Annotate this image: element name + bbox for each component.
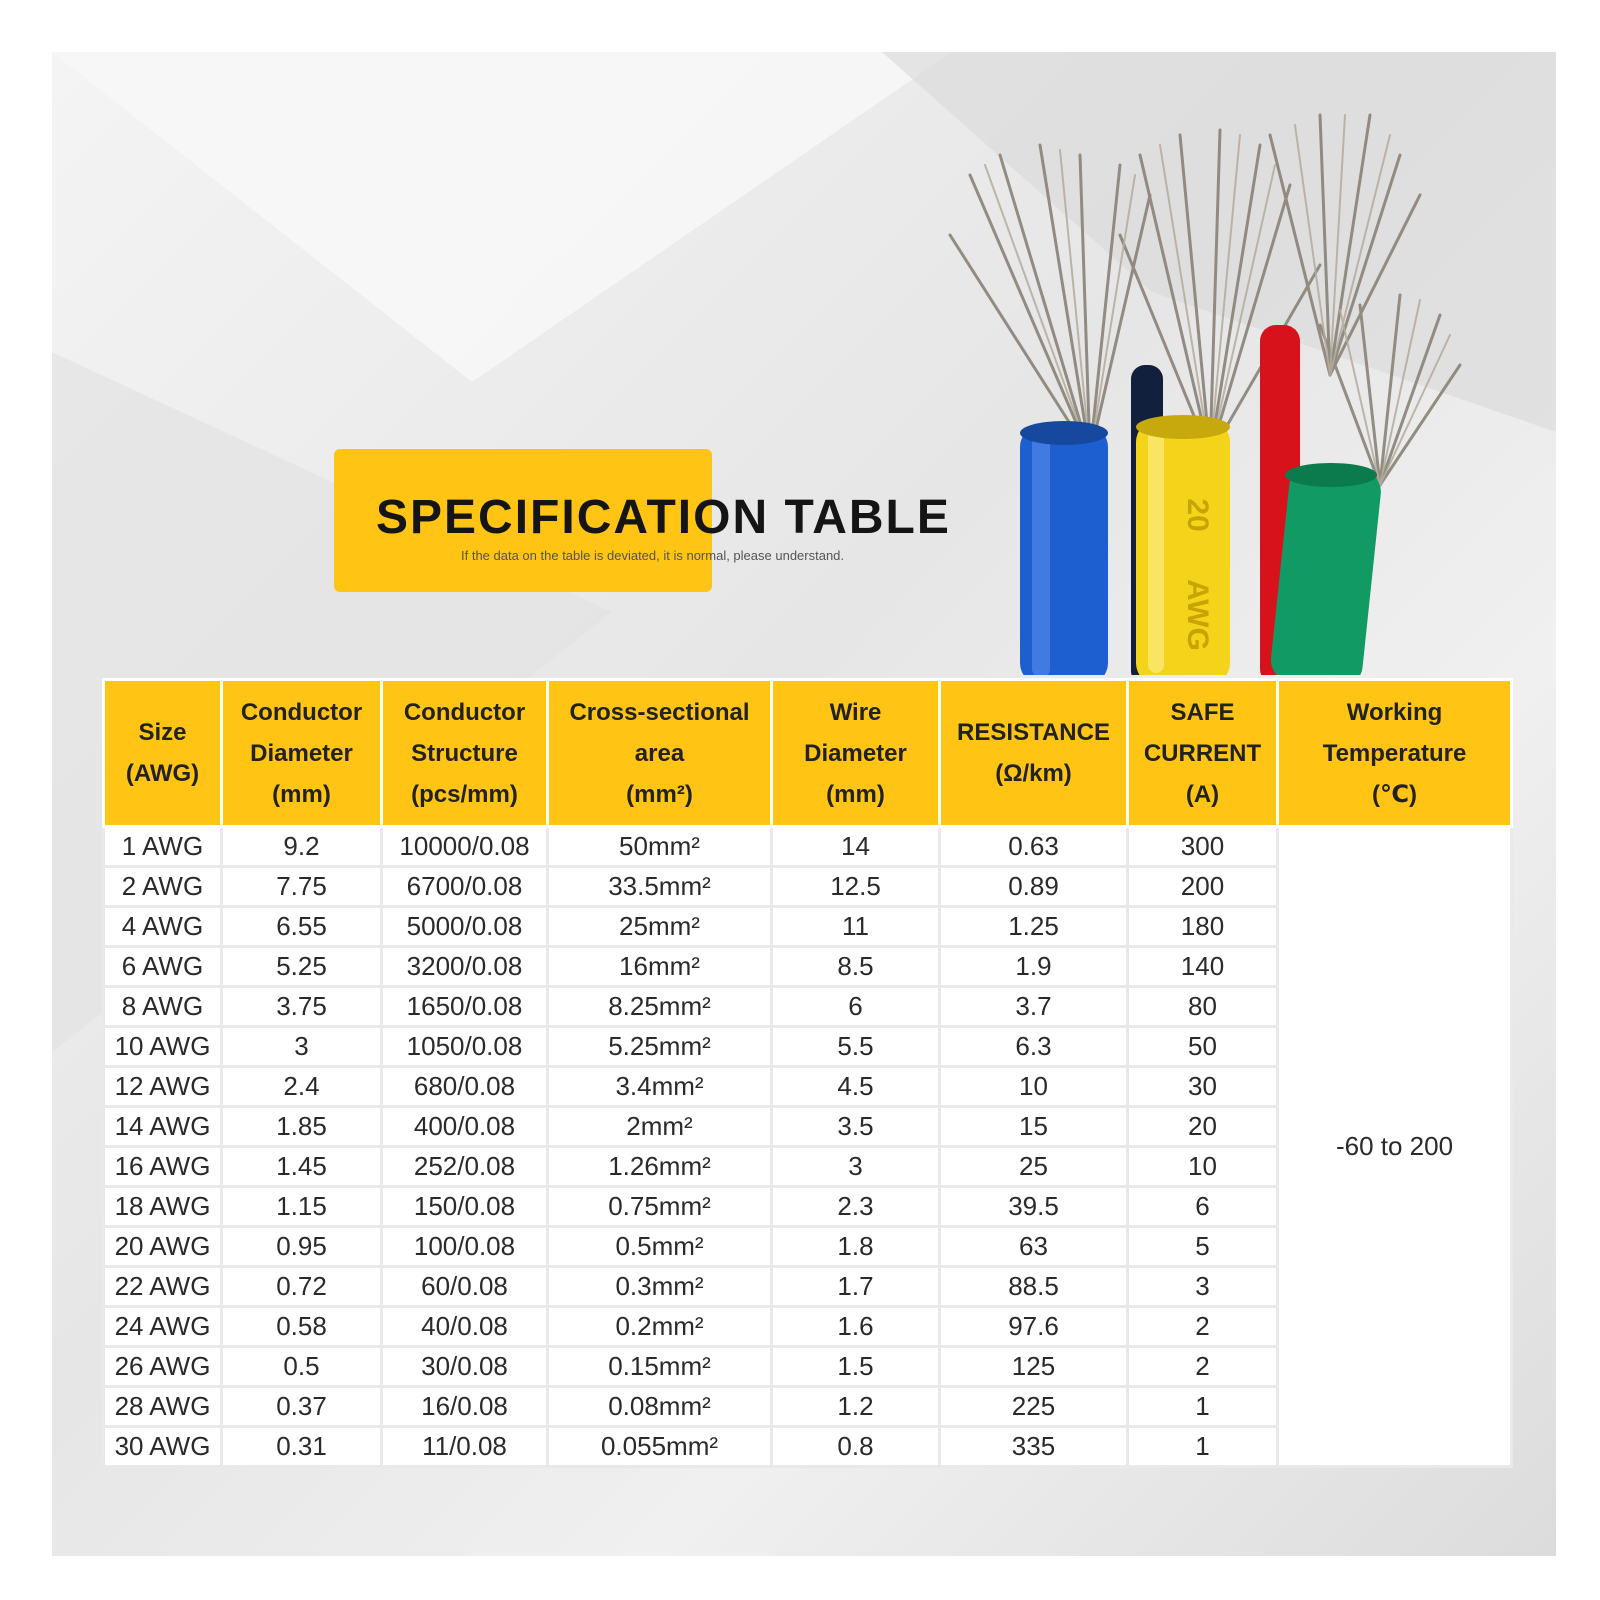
cell-conductor-diameter: 0.95: [222, 1227, 382, 1267]
cell-safe-current: 20: [1128, 1107, 1278, 1147]
cell-conductor-structure: 40/0.08: [382, 1307, 548, 1347]
cell-cross-sectional-area: 0.055mm²: [548, 1427, 772, 1467]
cell-resistance: 1.25: [940, 907, 1128, 947]
cell-conductor-structure: 100/0.08: [382, 1227, 548, 1267]
cell-resistance: 1.9: [940, 947, 1128, 987]
cell-resistance: 0.89: [940, 867, 1128, 907]
cell-cross-sectional-area: 0.08mm²: [548, 1387, 772, 1427]
cell-size: 18 AWG: [104, 1187, 222, 1227]
cell-size: 6 AWG: [104, 947, 222, 987]
cell-resistance: 88.5: [940, 1267, 1128, 1307]
cell-conductor-diameter: 7.75: [222, 867, 382, 907]
cell-cross-sectional-area: 8.25mm²: [548, 987, 772, 1027]
page-title: SPECIFICATION TABLE: [376, 491, 951, 544]
cell-conductor-diameter: 6.55: [222, 907, 382, 947]
cell-safe-current: 140: [1128, 947, 1278, 987]
cell-conductor-structure: 60/0.08: [382, 1267, 548, 1307]
cell-conductor-structure: 6700/0.08: [382, 867, 548, 907]
cell-conductor-structure: 16/0.08: [382, 1387, 548, 1427]
cell-conductor-structure: 3200/0.08: [382, 947, 548, 987]
cell-safe-current: 1: [1128, 1427, 1278, 1467]
cell-conductor-diameter: 5.25: [222, 947, 382, 987]
cell-wire-diameter: 1.8: [772, 1227, 940, 1267]
cell-wire-diameter: 5.5: [772, 1027, 940, 1067]
cell-cross-sectional-area: 1.26mm²: [548, 1147, 772, 1187]
table-row: [104, 827, 1512, 867]
cell-safe-current: 5: [1128, 1227, 1278, 1267]
cell-safe-current: 3: [1128, 1267, 1278, 1307]
cell-conductor-diameter: 0.72: [222, 1267, 382, 1307]
silicone-wire-photo: [940, 95, 1510, 675]
table-header-row: [104, 680, 1512, 827]
cell-conductor-structure: 10000/0.08: [382, 827, 548, 867]
cell-size: 26 AWG: [104, 1347, 222, 1387]
cell-wire-diameter: 3.5: [772, 1107, 940, 1147]
cell-size: 8 AWG: [104, 987, 222, 1027]
cell-cross-sectional-area: 0.2mm²: [548, 1307, 772, 1347]
cell-cross-sectional-area: 33.5mm²: [548, 867, 772, 907]
cell-conductor-structure: 400/0.08: [382, 1107, 548, 1147]
cell-safe-current: 180: [1128, 907, 1278, 947]
cell-resistance: 39.5: [940, 1187, 1128, 1227]
cell-wire-diameter: 1.5: [772, 1347, 940, 1387]
cell-wire-diameter: 6: [772, 987, 940, 1027]
cell-conductor-diameter: 1.85: [222, 1107, 382, 1147]
cell-cross-sectional-area: 0.5mm²: [548, 1227, 772, 1267]
header-size: Size (AWG): [104, 680, 222, 827]
cell-resistance: 225: [940, 1387, 1128, 1427]
cell-safe-current: 10: [1128, 1147, 1278, 1187]
header-safe-current: SAFE CURRENT (A): [1128, 680, 1278, 827]
header-conductor-diameter: Conductor Diameter (mm): [222, 680, 382, 827]
cell-size: 20 AWG: [104, 1227, 222, 1267]
cell-conductor-diameter: 3.75: [222, 987, 382, 1027]
cell-conductor-diameter: 0.37: [222, 1387, 382, 1427]
cell-conductor-structure: 150/0.08: [382, 1187, 548, 1227]
cell-conductor-structure: 5000/0.08: [382, 907, 548, 947]
cell-wire-diameter: 11: [772, 907, 940, 947]
cell-size: 22 AWG: [104, 1267, 222, 1307]
table-body: [104, 827, 1512, 1467]
cell-size: 1 AWG: [104, 827, 222, 867]
wire-print-text: AWG: [1181, 579, 1214, 651]
cell-size: 2 AWG: [104, 867, 222, 907]
cell-resistance: 25: [940, 1147, 1128, 1187]
cell-cross-sectional-area: 0.15mm²: [548, 1347, 772, 1387]
cell-conductor-diameter: 1.45: [222, 1147, 382, 1187]
cell-size: 16 AWG: [104, 1147, 222, 1187]
cell-conductor-diameter: 0.31: [222, 1427, 382, 1467]
cell-safe-current: 30: [1128, 1067, 1278, 1107]
cell-conductor-diameter: 1.15: [222, 1187, 382, 1227]
cell-conductor-structure: 1650/0.08: [382, 987, 548, 1027]
cell-resistance: 15: [940, 1107, 1128, 1147]
cell-conductor-diameter: 2.4: [222, 1067, 382, 1107]
cell-size: 28 AWG: [104, 1387, 222, 1427]
cell-size: 10 AWG: [104, 1027, 222, 1067]
header-conductor-structure: Conductor Structure (pcs/mm): [382, 680, 548, 827]
cell-resistance: 3.7: [940, 987, 1128, 1027]
cell-size: 14 AWG: [104, 1107, 222, 1147]
cell-conductor-structure: 680/0.08: [382, 1067, 548, 1107]
header-cross-sectional-area: Cross-sectional area (mm²): [548, 680, 772, 827]
cell-safe-current: 80: [1128, 987, 1278, 1027]
cell-conductor-structure: 252/0.08: [382, 1147, 548, 1187]
cell-wire-diameter: 1.6: [772, 1307, 940, 1347]
cell-conductor-structure: 11/0.08: [382, 1427, 548, 1467]
cell-cross-sectional-area: 0.3mm²: [548, 1267, 772, 1307]
cell-size: 30 AWG: [104, 1427, 222, 1467]
cell-cross-sectional-area: 16mm²: [548, 947, 772, 987]
wire-print-number: 20: [1181, 498, 1214, 532]
cell-resistance: 10: [940, 1067, 1128, 1107]
cell-cross-sectional-area: 25mm²: [548, 907, 772, 947]
cell-resistance: 63: [940, 1227, 1128, 1267]
cell-wire-diameter: 14: [772, 827, 940, 867]
cell-conductor-diameter: 0.58: [222, 1307, 382, 1347]
cell-size: 24 AWG: [104, 1307, 222, 1347]
cell-safe-current: 6: [1128, 1187, 1278, 1227]
cell-resistance: 6.3: [940, 1027, 1128, 1067]
cell-resistance: 0.63: [940, 827, 1128, 867]
cell-safe-current: 1: [1128, 1387, 1278, 1427]
cell-cross-sectional-area: 5.25mm²: [548, 1027, 772, 1067]
cell-cross-sectional-area: 0.75mm²: [548, 1187, 772, 1227]
cell-wire-diameter: 1.2: [772, 1387, 940, 1427]
cell-cross-sectional-area: 3.4mm²: [548, 1067, 772, 1107]
cell-cross-sectional-area: 50mm²: [548, 827, 772, 867]
cell-conductor-diameter: 9.2: [222, 827, 382, 867]
cell-wire-diameter: 3: [772, 1147, 940, 1187]
cell-resistance: 125: [940, 1347, 1128, 1387]
cell-safe-current: 50: [1128, 1027, 1278, 1067]
cell-wire-diameter: 1.7: [772, 1267, 940, 1307]
header-working-temperature: Working Temperature (℃): [1278, 680, 1512, 827]
cell-conductor-structure: 1050/0.08: [382, 1027, 548, 1067]
cell-safe-current: 200: [1128, 867, 1278, 907]
cell-wire-diameter: 4.5: [772, 1067, 940, 1107]
cell-safe-current: 300: [1128, 827, 1278, 867]
page-subtitle: If the data on the table is deviated, it is normal, please understand.: [461, 548, 845, 563]
cell-conductor-diameter: 0.5: [222, 1347, 382, 1387]
cell-wire-diameter: 0.8: [772, 1427, 940, 1467]
cell-resistance: 335: [940, 1427, 1128, 1467]
header-wire-diameter: Wire Diameter (mm): [772, 680, 940, 827]
cell-safe-current: 2: [1128, 1307, 1278, 1347]
cell-size: 12 AWG: [104, 1067, 222, 1107]
specification-table: [102, 678, 1513, 1468]
cell-safe-current: 2: [1128, 1347, 1278, 1387]
cell-working-temperature: -60 to 200: [1278, 827, 1512, 1467]
cell-conductor-structure: 30/0.08: [382, 1347, 548, 1387]
cell-size: 4 AWG: [104, 907, 222, 947]
cell-conductor-diameter: 3: [222, 1027, 382, 1067]
cell-cross-sectional-area: 2mm²: [548, 1107, 772, 1147]
header-resistance: RESISTANCE (Ω/km): [940, 680, 1128, 827]
cell-wire-diameter: 8.5: [772, 947, 940, 987]
cell-wire-diameter: 12.5: [772, 867, 940, 907]
cell-resistance: 97.6: [940, 1307, 1128, 1347]
cell-wire-diameter: 2.3: [772, 1187, 940, 1227]
